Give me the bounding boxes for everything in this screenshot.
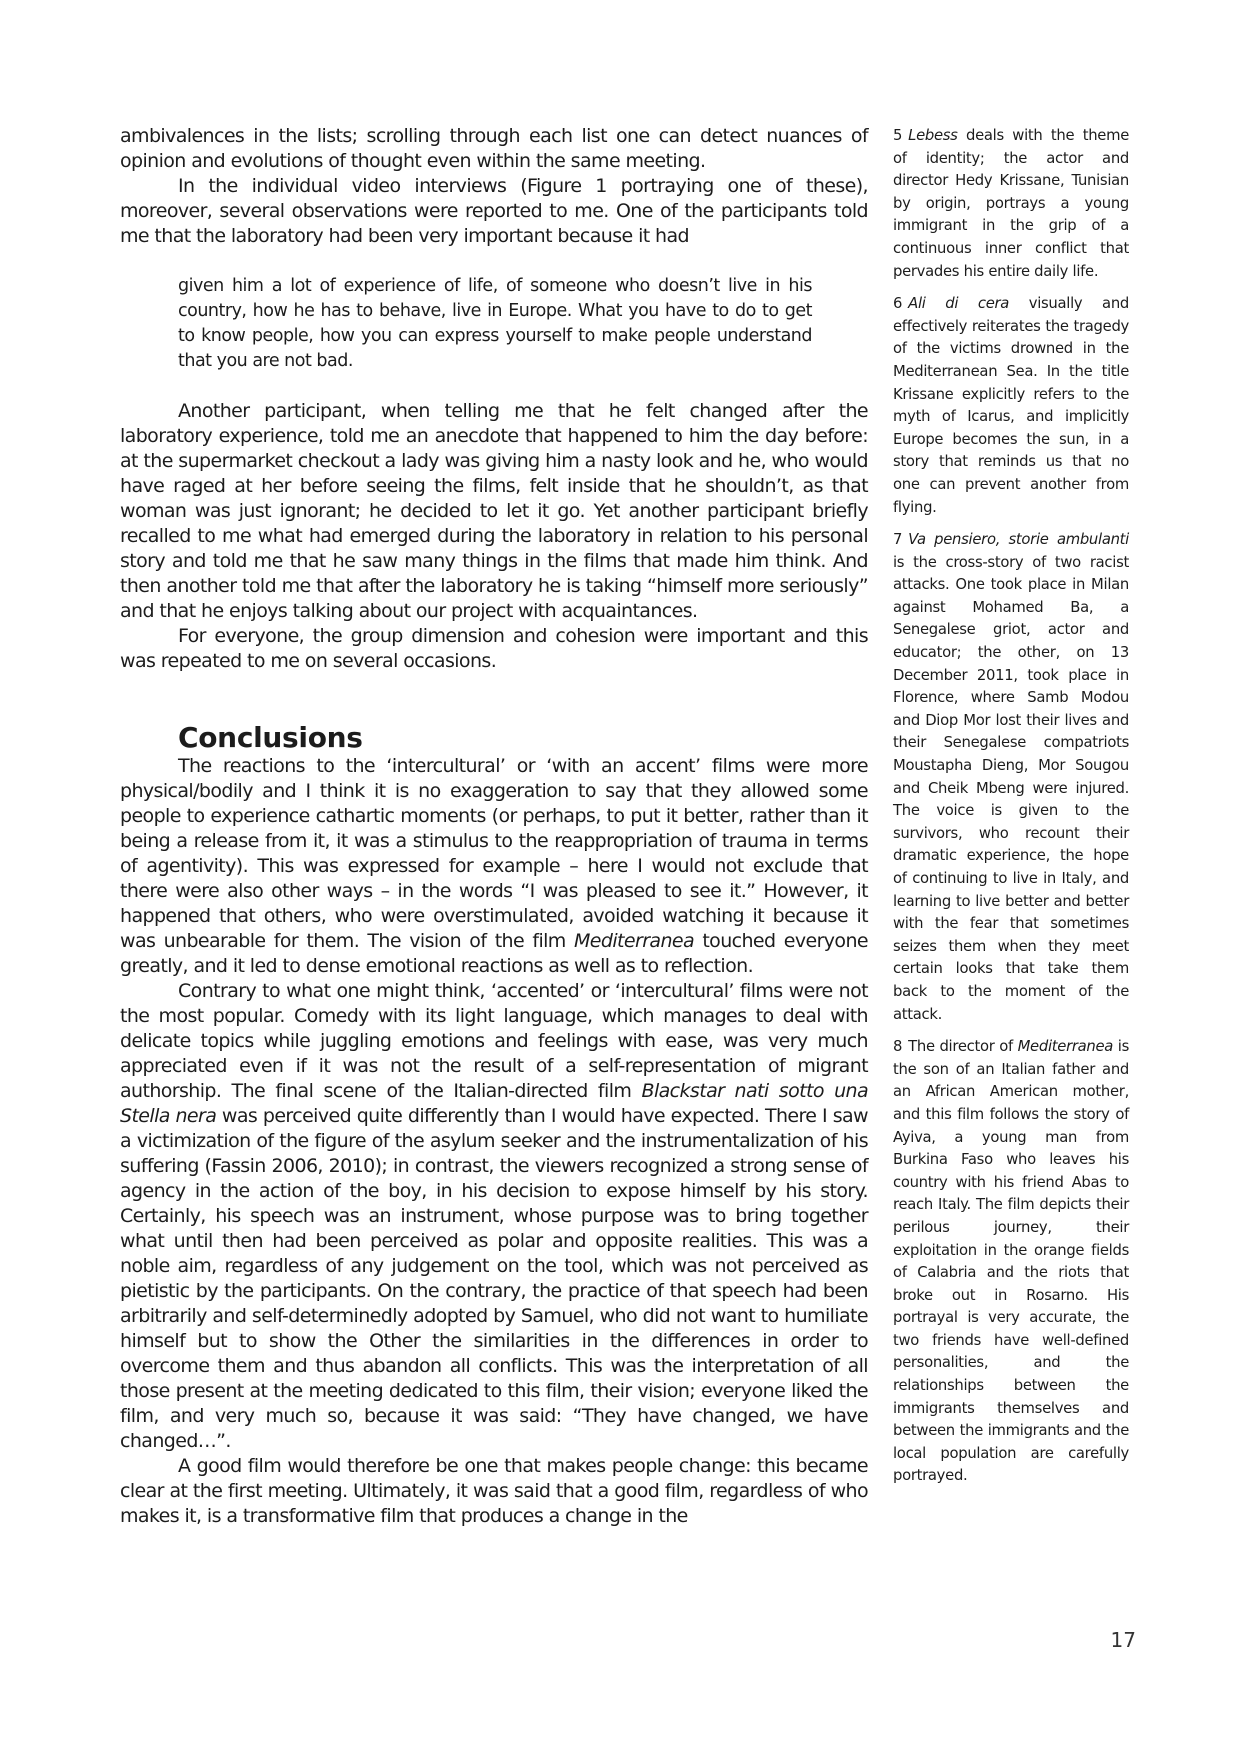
footnote-text: is the cross-story of two racist attacks. One took place in Milan against Mohamed Ba, a Senegalese griot, actor and educator; the other, on 13 December 2011, took place in Florence, where Samb Modou and Diop Mor lost their lives and their Senegalese compatriots Moustapha Dieng, Mor Sougou and Cheik Mbeng were injured. The voice is given to the survivors, who recount their dramatic experience, the hope of continuing to live in Italy, and learning to live better and better with the fear that sometimes seizes them when they meet certain looks that take them back to the moment of the attack. [893, 553, 1129, 1023]
text-run: Contrary to what one might think, ‘accented’ or ‘intercultural’ films were not the most popular. Comedy with its light language, which manages to deal with delicate topics while juggling emotions and feelings with ease, was very much appreciated even if it was not the result of a self-representation of migrant authorship. The final scene of the Italian-directed film [120, 980, 868, 1102]
footnote-text: The director of [908, 1038, 1018, 1056]
footnote-number: 8 [893, 1038, 903, 1056]
page-number: 17 [1110, 1628, 1136, 1652]
paragraph [120, 979, 868, 1454]
footnote-number: 5 [893, 127, 903, 144]
footnote-number: 7 [893, 531, 903, 549]
paragraph: A good film would therefore be one that makes people change: this became clear at the first meeting. Ultimately, it was said that a good film, regardless of who makes it, is a transformative film that produces a change in the [120, 1455, 868, 1527]
footnote-number: 6 [893, 295, 903, 313]
film-title: Mediterranea [1017, 1038, 1114, 1056]
footnote-6 [893, 293, 1129, 519]
film-title: Ali di cera [908, 295, 1010, 313]
footnote-7 [893, 529, 1129, 1026]
footnote-text: deals with the theme of identity; the actor and director Hedy Krissane, Tunisian by origin, portrays a young immigrant in the grip of a continuous inner conflict that pervades his entire daily life. [893, 127, 1129, 280]
footnote-8 [893, 1036, 1129, 1488]
film-title: Blackstar nati sotto una Stella nera [120, 1080, 868, 1127]
film-title: Mediterranea [574, 930, 695, 952]
section-heading: Conclusions [178, 721, 363, 754]
block-quote: given him a lot of experience of life, of someone who doesn’t live in his country, how he has to behave, live in Europe. What you have to do to get to know people, how you can express yourself to make people understand that you are not bad. [178, 276, 812, 371]
paragraph: For everyone, the group dimension and cohesion were important and this was repeated to me on several occasions. [120, 625, 868, 672]
text-run: The reactions to the ‘intercultural’ or ‘with an accent’ films were more physical/bodily and I think it is no exaggeration to say that they allowed some people to experience cathartic moments (or perhaps, to put it better, rather than it being a release from it, it was a stimulus to the reappropriation of trauma in terms of agentivity). This was expressed for example – here I would not exclude that there were also other ways – in the words “I was pleased to see it.” However, it happened that others, who were overstimulated, avoided watching it because it was unbearable for them. The vision of the film [120, 755, 868, 952]
footnote-text: visually and effectively reiterates the tragedy of the victims drowned in the Mediterranean Sea. In the title Krissane explicitly refers to the myth of Icarus, and implicitly Europe becomes the sun, in a story that reminds us that no one can prevent another from flying. [893, 295, 1129, 516]
paragraph [120, 754, 868, 979]
film-title: Va pensiero, storie ambulanti [908, 531, 1129, 549]
text-run: touched everyone greatly, and it led to dense emotional reactions as well as to reflection. [120, 930, 868, 977]
paragraph: In the individual video interviews (Figure 1 portraying one of these), moreover, several observations were reported to me. One of the participants told me that the laboratory had been very important because it had [120, 175, 868, 247]
film-title: Lebess [908, 127, 958, 144]
paragraph: Another participant, when telling me that he felt changed after the laboratory experience, told me an anecdote that happened to him the day before: at the supermarket checkout a lady was giving him a nasty look and he, who would have raged at her before seeing the films, felt inside that he shouldn’t, as that woman was just ignorant; he decided to let it go. Yet another participant briefly recalled to me what had emerged during the laboratory in relation to his personal story and told me that he saw many things in the films that made him think. And then another told me that after the laboratory he is taking “himself more seriously” and that he enjoys talking about our project with acquaintances. [120, 400, 868, 622]
sidenotes-column [893, 125, 1129, 1498]
paragraph: ambivalences in the lists; scrolling through each list one can detect nuances of opinion and evolutions of thought even within the same meeting. [120, 125, 868, 172]
footnote-5 [893, 125, 1129, 283]
text-run: was perceived quite differently than I would have expected. There I saw a victimization of the figure of the asylum seeker and the instrumentalization of his suffering (Fassin 2006, 2010); in contrast, the viewers recognized a strong sense of agency in the action of the boy, in his decision to expose himself by his story. Certainly, his speech was an instrument, whose purpose was to bring together what until then had been perceived as polar and opposite realities. This was a noble aim, regardless of any judgement on the tool, which was not perceived as pietistic by the participants. On the contrary, the practice of that speech had been arbitrarily and self-determinedly adopted by Samuel, who did not want to humiliate himself but to show the Other the similarities in the differences in order to overcome them and thus abandon all conflicts. This was the interpretation of all those present at the meeting dedicated to this film, their vision; everyone liked the film, and very much so, because it was said: “They have changed, we have changed…”. [120, 1105, 868, 1452]
footnote-text: is the son of an Italian father and an African American mother, and this film follows the story of Ayiva, a young man from Burkina Faso who leaves his country with his friend Abas to reach Italy. The film depicts their perilous journey, their exploitation in the orange fields of Calabria and the riots that broke out in Rosarno. His portrayal is very accurate, the two friends have well-defined personalities, and the relationships between the immigrants themselves and between the immigrants and the local population are carefully portrayed. [893, 1038, 1129, 1485]
main-text-column [120, 124, 868, 1529]
